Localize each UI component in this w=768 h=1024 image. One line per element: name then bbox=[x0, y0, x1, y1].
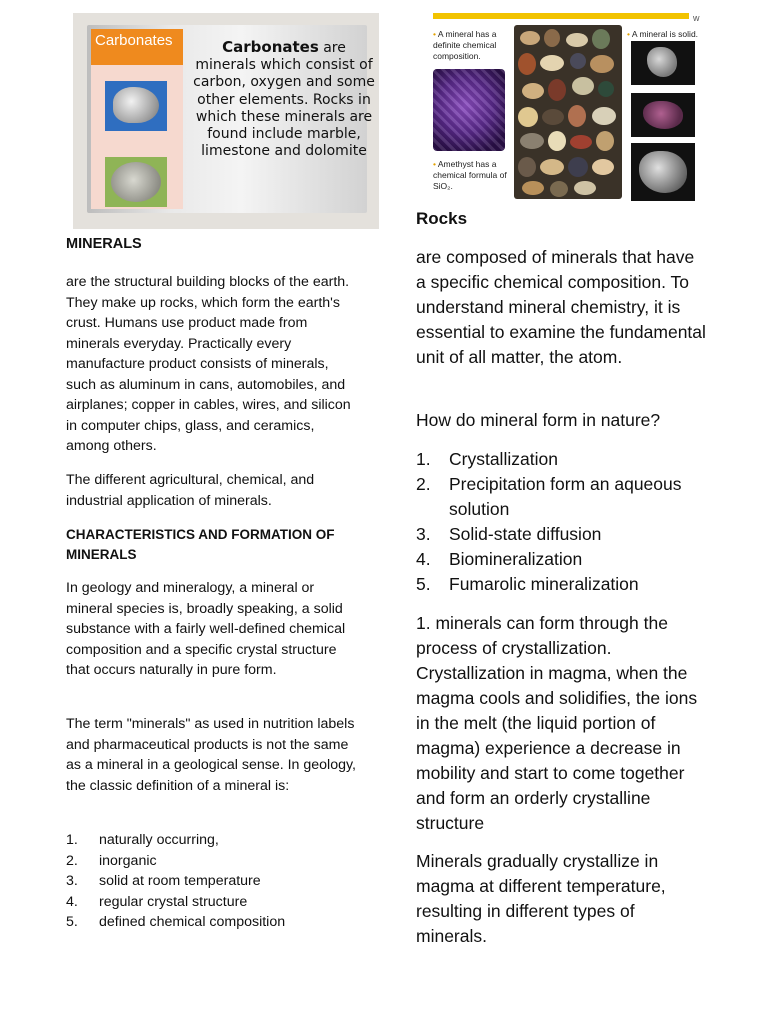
rocks-paragraph: are composed of minerals that have a specific chemical composition. To understand mineral chemistry, it is essential to examine the fundamental unit of all matter, the atom. bbox=[416, 247, 706, 367]
caption-solid: • A mineral is solid. bbox=[627, 29, 699, 39]
carbonate-rock-photo-1 bbox=[105, 81, 167, 131]
minerals-applications-paragraph: The different agricultural, chemical, and industrial application of minerals. bbox=[66, 472, 315, 509]
solid-mineral-photo-3 bbox=[631, 143, 695, 201]
crystallization-paragraph: 1. minerals can form through the process of crystallization. Crystallization in magma, when the magma cools and solidifies, the ions in the melt (the liquid portion of magma) experience a decrease in mobility and start to come together and form an orderly crystalline structure bbox=[416, 613, 698, 833]
carbonates-definition bbox=[191, 39, 377, 160]
list-item: 4. Biomineralization bbox=[416, 549, 583, 569]
carbonates-tab-label: Carbonates bbox=[91, 29, 183, 65]
minerals-intro-paragraph: are the structural building blocks of the earth. They make up rocks, which form the earth's crust. Humans use product made from minerals everyday. Practically every manufacture product consists of minerals, such as aluminum in cans, automobiles, and airplanes; copper in cables, wires, and silicon in computer chips, glass, and ceramics, among others. bbox=[66, 274, 351, 454]
list-item: 1. Crystallization bbox=[416, 449, 558, 469]
carbonates-slide-image bbox=[73, 13, 379, 229]
mineral-definition-paragraph: In geology and mineralogy, a mineral or mineral species is, broadly speaking, a solid substance with a fairly well-defined chemical composition and a specific crystal structure that occurs naturally in pure form. bbox=[66, 580, 346, 678]
mineral-pebbles-photo bbox=[514, 25, 622, 199]
list-item: 1. naturally occurring, bbox=[66, 832, 219, 848]
formation-list bbox=[416, 447, 706, 597]
caption-amethyst: • Amethyst has a chemical formula of SiO₂. bbox=[433, 159, 507, 191]
carbonates-term: Carbonates bbox=[222, 38, 319, 56]
carbonate-rock-photo-2 bbox=[105, 157, 167, 207]
carbonates-definition-text: are minerals which consist of carbon, oxygen and some other elements. Rocks in which these minerals are found include marble, limestone and dolomite bbox=[193, 40, 375, 160]
minerals-heading: MINERALS bbox=[66, 236, 142, 252]
solid-mineral-photo-2 bbox=[631, 93, 695, 137]
list-item: 4. regular crystal structure bbox=[66, 893, 248, 910]
carbonates-sidebar bbox=[91, 29, 183, 209]
amethyst-photo bbox=[433, 69, 505, 151]
list-item: 2. inorganic bbox=[66, 852, 157, 869]
rocks-heading: Rocks bbox=[416, 209, 468, 228]
characteristics-heading: CHARACTERISTICS AND FORMATION OF MINERALS bbox=[66, 527, 335, 562]
solid-mineral-photo-1 bbox=[631, 41, 695, 85]
list-item: 2. Precipitation form an aqueous solution bbox=[416, 474, 682, 519]
minerals-term-paragraph: The term "minerals" as used in nutrition labels and pharmaceutical products is not the same as a mineral in a geological sense. In geology, the classic definition of a mineral is: bbox=[66, 716, 356, 794]
list-item: 3. solid at room temperature bbox=[66, 873, 261, 889]
slide-accent-bar bbox=[433, 13, 689, 19]
list-item: 5. Fumarolic mineralization bbox=[416, 574, 639, 594]
carbonates-slide-panel bbox=[87, 25, 375, 213]
magma-crystallize-paragraph: Minerals gradually crystallize in magma at different temperature, resulting in different types of minerals. bbox=[416, 851, 666, 946]
mineral-properties-slide-image bbox=[433, 13, 700, 203]
formation-question: How do mineral form in nature? bbox=[416, 410, 661, 430]
slide-corner-mark: w bbox=[693, 13, 700, 23]
mineral-definition-list bbox=[66, 830, 358, 933]
list-item: 5. defined chemical composition bbox=[66, 914, 286, 930]
list-item: 3. Solid-state diffusion bbox=[416, 524, 602, 544]
caption-composition: • A mineral has a definite chemical composition. bbox=[433, 29, 497, 61]
